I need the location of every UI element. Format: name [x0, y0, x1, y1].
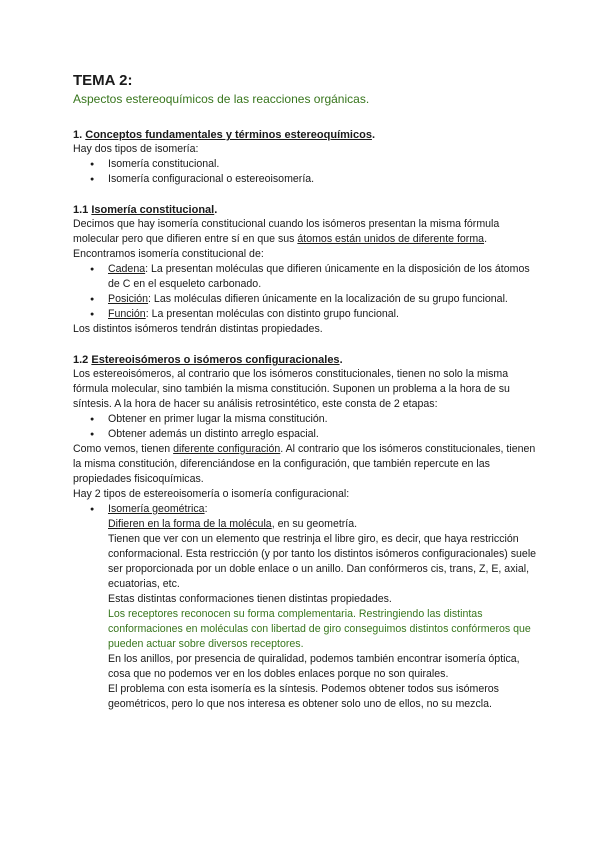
section-1-1-number: 1.1	[73, 204, 89, 216]
geometrica-details	[73, 517, 542, 712]
section-1-2-title: Estereoisómeros o isómeros configuracionales	[91, 354, 340, 366]
section-1-1-title: Isomería constitucional	[91, 204, 215, 216]
geometrica-paragraph-3: En los anillos, por presencia de quiralidad, podemos también encontrar isomería óptica, cosa que no podemos ver en los dobles enlaces porque no son quirales.	[108, 653, 520, 680]
list-item-cadena	[108, 262, 542, 292]
section-1-2-heading	[73, 353, 542, 367]
section-1-list	[73, 157, 542, 187]
section-1-2-list	[73, 412, 542, 442]
term-description: : La presentan moléculas que difieren únicamente en la disposición de los átomos de C en el esqueleto carbonado.	[108, 263, 530, 290]
section-1-dot: .	[371, 129, 375, 141]
underlined-phrase: Difieren en la forma de la molécula	[108, 518, 272, 530]
section-1-2-dot: .	[339, 354, 343, 366]
text-run: , en su geometría.	[271, 518, 358, 530]
term-colon: :	[204, 503, 208, 515]
list-item-funcion	[108, 307, 542, 322]
text-run: . Al contrario que los isómeros constitucionales, tienen la misma constitución, diferenciándose en la configuración, que también repercute en las propiedades fisicoquímicas.	[73, 443, 536, 485]
underlined-phrase: átomos están unidos de diferente forma	[297, 233, 485, 245]
section-1-2-paragraph-2	[73, 442, 542, 487]
doc-subtitle: Aspectos estereoquímicos de las reacciones orgánicas.	[73, 92, 370, 106]
text-run: Decimos que hay isomería constitucional cuando los isómeros presentan la misma fórmula molecular pero que difieren entre sí en que sus	[73, 218, 500, 245]
underlined-phrase: diferente configuración	[173, 443, 281, 455]
section-1-1-list	[73, 262, 542, 322]
term-description: : Las moléculas difieren únicamente en la localización de su grupo funcional.	[148, 293, 508, 305]
section-1-intro: Hay dos tipos de isomería:	[73, 143, 199, 155]
text-run: .	[484, 233, 488, 245]
doc-title: TEMA 2:	[73, 72, 133, 89]
section-1-2-number: 1.2	[73, 354, 89, 366]
list-item-posicion	[108, 292, 542, 307]
text-run: Como vemos, tienen	[73, 443, 174, 455]
geometrica-paragraph-1: Tienen que ver con un elemento que restrinja el libre giro, es decir, que haya restricción conformacional. Esta restricción (y por tanto los distintos isómeros configuracionales) suele ser proporcionada por un doble enlace o un anillo. Dan confórmeros cis, trans, Z, E, axial, ecuatorias, etc.	[108, 533, 537, 590]
term-description: : La presentan moléculas con distinto grupo funcional.	[145, 308, 399, 320]
geometrica-line-1	[108, 517, 542, 532]
section-1-2-intro: Hay 2 tipos de estereoisomería o isomería configuracional:	[73, 488, 350, 500]
section-1-1-paragraph	[73, 217, 542, 247]
geometrica-highlight: Los receptores reconocen su forma complementaria. Restringiendo las distintas conformaciones en moléculas con libertad de giro conseguimos distintos confórmeros que pueden actuar sobre diversos receptores.	[108, 608, 531, 650]
section-1-2-paragraph: Los estereoisómeros, al contrario que los isómeros constitucionales, tienen no solo la misma fórmula molecular, sino también la misma constitución. Suponen un problema a la hora de su síntesis. A la hora de hacer su análisis retrosintético, este consta de 2 etapas:	[73, 368, 510, 410]
geometrica-paragraph-4: El problema con esta isomería es la síntesis. Podemos obtener todos sus isómeros geométricos, pero lo que nos interesa es obtener solo uno de ellos, no su mezcla.	[108, 683, 499, 710]
list-item: ● Obtener además un distinto arreglo espacial.	[108, 427, 542, 442]
list-item-geometrica	[108, 502, 542, 517]
section-1-1-heading	[73, 203, 542, 217]
section-1-1-intro: Encontramos isomería constitucional de:	[73, 248, 264, 260]
stereo-types-list	[73, 502, 542, 517]
geometrica-paragraph-2: Estas distintas conformaciones tienen distintas propiedades.	[108, 593, 392, 605]
term-posicion: Posición	[108, 293, 149, 305]
term-isomeria-geometrica: Isomería geométrica	[108, 503, 205, 515]
section-1-number: 1.	[73, 129, 83, 141]
section-1-heading	[73, 128, 542, 142]
term-funcion: Función	[108, 308, 146, 320]
list-item: ● Obtener en primer lugar la misma constitución.	[108, 412, 542, 427]
section-1-1-closing: Los distintos isómeros tendrán distintas propiedades.	[73, 323, 323, 335]
section-1-1-dot: .	[214, 204, 218, 216]
section-1-title: Conceptos fundamentales y términos estereoquímicos	[85, 129, 372, 141]
list-item: ● Isomería constitucional.	[108, 157, 542, 172]
term-cadena: Cadena	[108, 263, 146, 275]
list-item: ● Isomería configuracional o estereoisomería.	[108, 172, 542, 187]
